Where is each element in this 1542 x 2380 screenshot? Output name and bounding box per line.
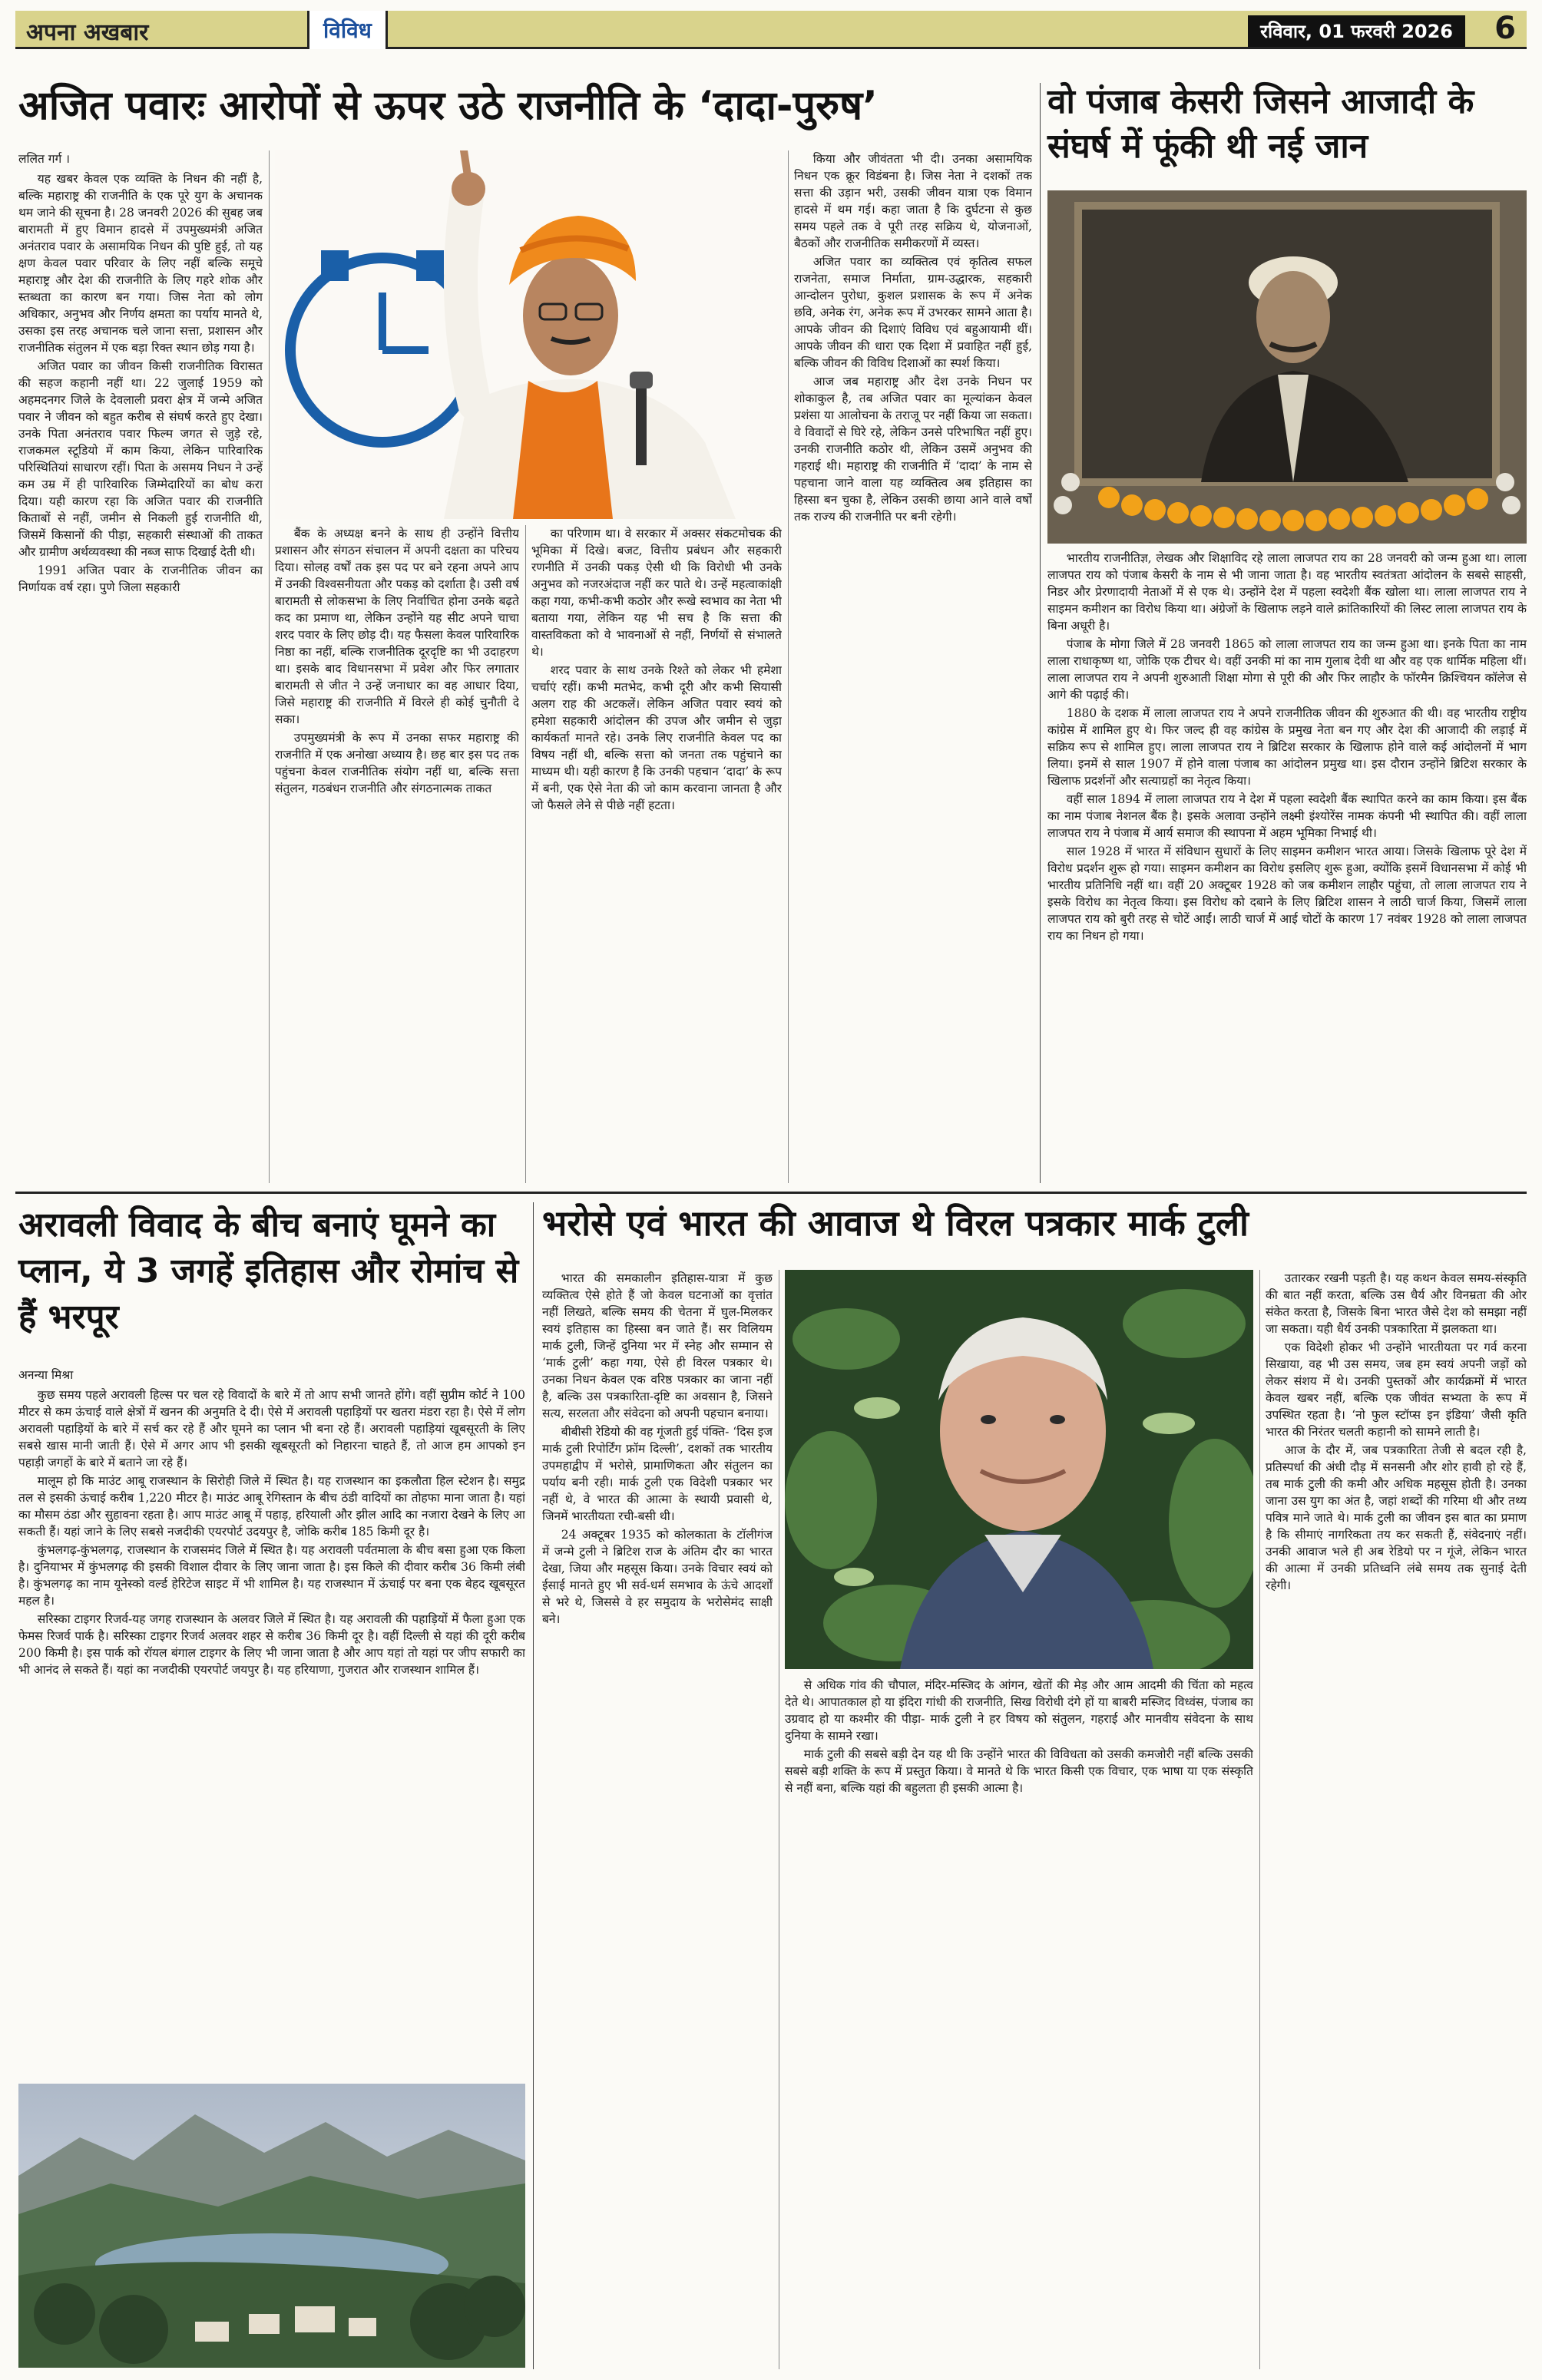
section-tab: विविध: [307, 11, 388, 49]
page-number: 6: [1494, 11, 1516, 46]
story2-paragraph: वहीं साल 1894 में लाला लाजपत राय ने देश में पहला स्वदेशी बैंक स्थापित करने का काम किया। इस बैंक का नाम पंजाब नेशनल बैंक है। इसके अलावा उन्होंने लक्ष्मी इंश्योरेंस नामक कंपनी भी स्थापित की। वहीं लाला लाजपत राय ने पंजाब में आर्य समाज की स्थापना में अहम भूमिका निभाई थी।: [1047, 792, 1527, 840]
landscape-illustration: [18, 2084, 525, 2368]
story3-headline: अरावली विवाद के बीच बनाएं घूमने का प्लान, ये 3 जगहें इतिहास और रोमांच से हैं भरपूर: [18, 1205, 519, 1337]
story2-paragraph: भारतीय राजनीतिज्ञ, लेखक और शिक्षाविद रहे लाला लाजपत राय का 28 जनवरी को जन्म हुआ था। लाला लाजपत राय को पंजाब केसरी के नाम से भी जाना जाता है। वह भारतीय स्वतंत्रता आंदोलन के सबसे साहसी, निडर और प्रेरणादायी नेताओं में से एक थे। उन्होंने देश में पहला स्वदेशी बैंक खोला था। लाला लाजपत राय ने साइमन कमीशन का विरोध किया था। अंग्रेजों के खिलाफ लड़ने वाले क्रांतिकारियों की लिस्ट लाला लाजपत राय के बिना अधूरी है।: [1047, 551, 1527, 633]
story4-photo: [785, 1270, 1253, 1669]
story1-column-2: [275, 525, 519, 1183]
story4-paragraph: उतारकर रखनी पड़ती है। यह कथन केवल समय-संस्कृति की बात नहीं करता, बल्कि उस धैर्य और विनम्रता की ओर संकेत करता है, जिसके बिना भारत जैसे देश को समझा नहीं जा सकता। यही धैर्य उनकी पत्रकारिता में झलकता था।: [1266, 1271, 1527, 1336]
masthead: [15, 11, 1527, 49]
story3-paragraph: कुंभलगढ़-कुंभलगढ़, राजस्थान के राजसमंद जिले में स्थित है। यह अरावली पर्वतमाला के बीच बसा हुआ एक किला है। दुनियाभर में कुंभलगढ़ की इसकी विशाल दीवार के लिए जाना जाता है। इस किले की दीवार करीब 36 किमी लंबी है। कुंभलगढ़ का नाम यूनेस्को वर्ल्ड हेरिटेज साइट में भी शामिल है। यह राजस्थान में ऊंचाई पर बना एक बेहद खूबसूरत महल है।: [18, 1543, 525, 1608]
story1-column-3: [531, 525, 782, 1183]
portrait-illustration: [1047, 190, 1527, 544]
story1-paragraph: बैंक के अध्यक्ष बनने के साथ ही उन्होंने वित्तीय प्रशासन और संगठन संचालन में अपनी दक्षता का परिचय दिया। सोलह वर्षों तक इस पद पर बने रहना अपने आप में उनकी विश्वसनीयता और पकड़ को दर्शाता है। उसी वर्ष बारामती से लोकसभा के लिए निर्वाचित होना उनके बढ़ते कद का प्रमाण था, लेकिन उन्होंने यह सीट अपने चाचा शरद पवार के लिए छोड़ दी। यह फैसला केवल पारिवारिक निष्ठा का नहीं, बल्कि राजनीतिक दूरदृष्टि का भी उदाहरण था। इसके बाद विधानसभा में प्रवेश और फिर लगातार बारामती से जीत ने उन्हें जनाधार का वह आधार दिया, जिसे महाराष्ट्र की राजनीति में विरले ही कोई चुनौती दे सका।: [275, 527, 519, 726]
story3-body: [18, 1367, 525, 2077]
story1-paragraph: अजित पवार का जीवन किसी राजनीतिक विरासत की सहज कहानी नहीं था। 22 जुलाई 1959 को अहमदनगर जिले के देवलाली प्रवरा क्षेत्र में जन्मे अजित पवार ने जीवन को बहुत करीब से संघर्ष करते हुए देखा। उनके पिता अनंतराव पवार फिल्म जगत से जुड़े रहे, राजकमल स्टूडियो में काम किया, लेकिन पारिवारिक परिस्थितियां साधारण रहीं। पिता के असमय निधन ने उन्हें कम उम्र में ही पारिवारिक जिम्मेदारियों का बोध करा दिया। यही कारण रहा कि अजित पवार की राजनीति किताबों से नहीं, जमीन से निकली हुई राजनीति थी, जिसमें किसानों की पीड़ा, सहकारी संस्थाओं की ताकत और ग्रामीण अर्थव्यवस्था की नब्ज साफ दिखाई देती थी।: [18, 359, 263, 559]
column-rule: [788, 150, 789, 1183]
story3-paragraph: कुछ समय पहले अरावली हिल्स पर चल रहे विवादों के बारे में तो आप सभी जानते होंगे। वहीं सुप्रीम कोर्ट ने 100 मीटर से कम ऊंचाई वाले क्षेत्रों में खनन की अनुमति दे दी। ऐसे में अरावली पहाड़ियों पर खतरा मंडरा रहा है। ऐसे में लोग अरावली पहाड़ियों के बारे में सर्च कर रहे हैं और घूमने का प्लान भी बना रहे हैं। अरावली पहाड़ियां खूबसूरती के लिए सबसे खास मानी जाती हैं। ऐसे में अगर आप भी इसकी खूबसूरती को निहारना चाहते हैं, तो आज हम आपको इन पहाड़ी जगहों के बारे में बताने जा रहे हैं।: [18, 1388, 525, 1469]
story3-paragraph: मालूम हो कि माउंट आबू राजस्थान के सिरोही जिले में स्थित है। यह राजस्थान का इकलौता हिल स्टेशन है। समुद्र तल से इसकी ऊंचाई करीब 1,220 मीटर है। माउंट आबू रेगिस्तान के बीच ठंडी वादियों का तोहफा माना जाता है। यहां का मौसम ठंडा और सुहावना रहता है। आप माउंट आबू में पहाड़, हरियाली और झील आदि का नजारा देखने के लिए आ सकती हैं। यहां जाने के लिए सबसे नजदीकी एयरपोर्ट उदयपुर है, जोकि करीब 185 किमी दूर है।: [18, 1474, 525, 1539]
column-rule: [1259, 1270, 1260, 2369]
paper-name: अपना अखबार: [26, 19, 149, 46]
story3-paragraph: सरिस्का टाइगर रिजर्व-यह जगह राजस्थान के अलवर जिले में स्थित है। यह अरावली की पहाड़ियों में फैला हुआ एक फेमस रिजर्व पार्क है। सरिस्का टाइगर रिजर्व अलवर शहर से करीब 36 किमी दूर है। वहीं दिल्ली से यहां की दूरी करीब 200 किमी है। इस पार्क को रॉयल बंगाल टाइगर के लिए भी जाना जाता है और आप यहां तो यहां पर जीप सफारी का भी आनंद ले सकते हैं। यहां का नजदीकी एयरपोर्ट जयपुर है। यह हरियाणा, गुजरात और राजस्थान शामिल हैं।: [18, 1612, 525, 1677]
portrait-illustration: [785, 1270, 1253, 1669]
story1-column-1: [18, 150, 263, 1183]
story4-paragraph: से अधिक गांव की चौपाल, मंदिर-मस्जिद के आंगन, खेतों की मेड़ और आम आदमी की चिंता को महत्व देते थे। आपातकाल हो या इंदिरा गांधी की राजनीति, सिख विरोधी दंगे हों या बाबरी मस्जिद विध्वंस, पंजाब का उग्रवाद हो या कश्मीर की पीड़ा- मार्क टुली ने हर विषय को संतुलन, गहराई और मानवीय संवेदना के साथ दुनिया के सामने रखा।: [785, 1678, 1253, 1743]
story1-paragraph: यह खबर केवल एक व्यक्ति के निधन की नहीं है, बल्कि महाराष्ट्र की राजनीति के एक पूरे युग के अचानक थम जाने की सूचना है। 28 जनवरी 2026 की सुबह जब बारामती में हुए विमान हादसे में उपमुख्यमंत्री अजित अनंतराव पवार के असामयिक निधन की पुष्टि हुई, तो यह क्षण केवल पवार परिवार के लिए नहीं बल्कि समूचे महाराष्ट्र और देश की राजनीति के लिए गहरे शोक और स्तब्धता का कारण बन गया। जिस नेता को लोग अधिकार, अनुभव और निर्णय क्षमता का पर्याय मानते थे, उसका इस तरह अचानक चले जाना सत्ता, प्रशासन और राजनीतिक संतुलन में एक बड़ा रिक्त स्थान छोड़ गया है।: [18, 172, 263, 355]
story2-body: [1047, 550, 1527, 1183]
story4-column-2: [785, 1677, 1253, 2369]
story1-headline: अजित पवारः आरोपों से ऊपर उठे राजनीति के ‘दादा-पुरुष’: [18, 83, 878, 129]
story1-paragraph: किया और जीवंतता भी दी। उनका असामयिक निधन एक क्रूर विडंबना है। जिस नेता ने दशकों तक सत्ता की उड़ान भरी, उसकी जीवन यात्रा एक विमान हादसे में थम गई। कहा जाता है कि दुर्घटना से कुछ समय पहले तक वे पूरी तरह सक्रिय थे, योजनाओं, बैठकों और राजनीतिक समीकरणों में व्यस्त।: [794, 152, 1032, 250]
issue-date: रविवार, 01 फरवरी 2026: [1248, 15, 1465, 47]
story4-headline: भरोसे एवं भारत की आवाज थे विरल पत्रकार मार्क टुली: [542, 1202, 1249, 1244]
column-rule: [269, 150, 270, 1183]
column-rule: [1040, 83, 1041, 1183]
story1-paragraph: आज जब महाराष्ट्र और देश उनके निधन पर शोकाकुल है, तब अजित पवार का मूल्यांकन केवल प्रशंसा या आलोचना के तराजू पर नहीं किया जा सकता। वे विवादों से घिरे रहे, लेकिन उनसे परिभाषित नहीं हुए। उनकी राजनीति कठोर थी, लेकिन उसमें अनुभव की गहराई थी। महाराष्ट्र की राजनीति में ‘दादा’ के नाम से पहचाना जाने वाला यह व्यक्तित्व अब इतिहास का हिस्सा बन चुका है, लेकिन उसकी छाया आने वाले वर्षों तक राज्य की राजनीति पर बनी रहेगी।: [794, 375, 1032, 524]
speaker-illustration: [275, 150, 782, 519]
story2-headline: वो पंजाब केसरी जिसने आजादी के संघर्ष में फूंकी थी नई जान: [1047, 82, 1474, 167]
section-divider: [15, 1192, 1527, 1194]
story1-paragraph: अजित पवार का व्यक्तित्व एवं कृतित्व सफल राजनेता, समाज निर्माता, ग्राम-उद्धारक, सहकारी आन्दोलन पुरोधा, कुशल प्रशासक के रूप में अनेक छवि, अनेक रंग, अनेक रूप में उभरकर सामने आता है। आपके जीवन की दिशाएं विविध एवं बहुआयामी थीं। आपके जीवन की धारा एक दिशा में प्रवाहित नहीं हुई, बल्कि जीवन की विविध दिशाओं का स्पर्श किया।: [794, 255, 1032, 370]
story3-byline: अनन्या मिश्रा: [18, 1368, 74, 1382]
story4-column-3: [1266, 1270, 1527, 2369]
story4-paragraph: भारत की समकालीन इतिहास-यात्रा में कुछ व्यक्तित्व ऐसे होते हैं जो केवल घटनाओं का वृत्तांत नहीं लिखते, बल्कि समय की चेतना में घुल-मिलकर स्वयं इतिहास का हिस्सा बन जाते हैं। सर विलियम मार्क टुली, जिन्हें दुनिया भर में स्नेह और सम्मान से ‘मार्क टुली’ कहा गया, ऐसे ही विरल पत्रकार थे। उनका निधन केवल एक वरिष्ठ पत्रकार का जाना नहीं है, बल्कि उस पत्रकारिता-दृष्टि का अवसान है, जिसने सत्य, सरलता और संवेदना को अपनी पहचान बनाया।: [542, 1271, 773, 1420]
story4-paragraph: आज के दौर में, जब पत्रकारिता तेजी से बदल रही है, प्रतिस्पर्धा की अंधी दौड़ में सनसनी और शोर हावी हो रहे हैं, तब मार्क टुली की कमी और अधिक महसूस होती है। उनका जाना उस युग का अंत है, जहां शब्दों की गरिमा थी और तथ्य पवित्र माने जाते थे। मार्क टुली का जीवन इस बात का प्रमाण है कि सीमाएं नागरिकता तय कर सकती हैं, संवेदनाएं नहीं। उनकी आवाज भले ही अब रेडियो पर न गूंजे, लेकिन भारत की आत्मा में उनकी प्रतिध्वनि लंबे समय तक सुनाई देती रहेगी।: [1266, 1443, 1527, 1592]
story2-paragraph: साल 1928 में भारत में संविधान सुधारों के लिए साइमन कमीशन भारत आया। जिसके खिलाफ पूरे देश में विरोध प्रदर्शन शुरू हो गया। साइमन कमीशन का विरोध इसलिए शुरू हुआ, क्योंकि इसमें विधानसभा में कोई भी भारतीय प्रतिनिधि नहीं था। वहीं 20 अक्टूबर 1928 को जब कमीशन लाहौर पहुंचा, तो लाला लाजपत राय ने इसके विरोध का नेतृत्व किया। इस विरोध को दबाने के लिए ब्रिटिश शासन ने लाठी चार्ज किया, जिसमें लाला लाजपत राय को बुरी तरह से चोटें आईं। लाठी चार्ज में आई चोटों के कारण 17 नवंबर 1928 को लाला लाजपत राय का निधन हो गया।: [1047, 845, 1527, 943]
story1-paragraph: 1991 अजित पवार के राजनीतिक जीवन का निर्णायक वर्ष रहा। पुणे जिला सहकारी: [18, 564, 263, 594]
story1-paragraph: उपमुख्यमंत्री के रूप में उनका सफर महाराष्ट्र की राजनीति में एक अनोखा अध्याय है। छह बार इस पद तक पहुंचना केवल राजनीतिक संयोग नहीं था, बल्कि सत्ता संतुलन, गठबंधन राजनीति और संगठनात्मक ताकत: [275, 731, 519, 795]
story2-photo: [1047, 190, 1527, 544]
story1-column-4: [794, 150, 1032, 1183]
story4-paragraph: बीबीसी रेडियो की वह गूंजती हुई पंक्ति- ‘दिस इज मार्क टुली रिपोर्टिंग फ्रॉम दिल्ली’, दशकों तक भारतीय उपमहाद्वीप में भरोसे, प्रामाणिकता और संतुलन का पर्याय बनी रही। मार्क टुली एक विदेशी पत्रकार भर नहीं थे, वे भारत की आत्मा के स्थायी प्रवासी थे, जिनमें भारतीयता रची-बसी थी।: [542, 1425, 773, 1523]
story1-paragraph: शरद पवार के साथ उनके रिश्ते को लेकर भी हमेशा चर्चाएं रहीं। कभी मतभेद, कभी दूरी और कभी सियासी अलग राह की अटकलें। लेकिन अजित पवार स्वयं को हमेशा सहकारी आंदोलन की उपज और जमीन से जुड़ा कार्यकर्ता मानते रहे। उनके लिए राजनीति केवल पद का विषय नहीं थी, बल्कि सत्ता को जनता तक पहुंचाने का माध्यम थी। यही कारण है कि उनकी पहचान ‘दादा’ के रूप में बनी, एक ऐसे नेता की जो काम करवाना जानता है और जो फैसले लेने से पीछे नहीं हटता।: [531, 663, 782, 812]
story2-paragraph: 1880 के दशक में लाला लाजपत राय ने अपने राजनीतिक जीवन की शुरुआत की थी। वह भारतीय राष्ट्रीय कांग्रेस में शामिल हुए थे। फिर जल्द ही वह कांग्रेस के प्रमुख नेता बन गए और देश की आजादी की लड़ाई में सक्रिय रूप से शामिल हुए। लाला लाजपत राय ने ब्रिटिश सरकार के खिलाफ होने वाले कई आंदोलनों में भाग लिया। इनमें से साल 1907 में होने वाला पंजाब का आंदोलन प्रमुख था। इस दौरान उन्होंने ब्रिटिश सरकार के खिलाफ प्रदर्शनों और सत्याग्रहों का नेतृत्व किया।: [1047, 706, 1527, 788]
story4-paragraph: 24 अक्टूबर 1935 को कोलकाता के टॉलीगंज में जन्मे टुली ने ब्रिटिश राज के अंतिम दौर का भारत देखा, जिया और महसूस किया। उनके विचार स्वयं को ईसाई मानते हुए भी सर्व-धर्म समभाव के ऊंचे आदर्शों से भरे थे, जिससे वे हर समुदाय के भरोसेमंद साक्षी बने।: [542, 1528, 773, 1626]
story4-paragraph: मार्क टुली की सबसे बड़ी देन यह थी कि उन्होंने भारत की विविधता को उसकी कमजोरी नहीं बल्कि उसकी सबसे बड़ी शक्ति के रूप में प्रस्तुत किया। वे मानते थे कि भारत किसी एक विचार, एक भाषा या एक संस्कृति से नहीं बना, बल्कि यहां की बहुलता ही इसकी आत्मा है।: [785, 1747, 1253, 1795]
column-rule: [533, 1202, 534, 2369]
story1-photo: [275, 150, 782, 519]
story1-byline: ललित गर्ग ।: [18, 152, 71, 166]
story3-photo: [18, 2084, 525, 2368]
story4-paragraph: एक विदेशी होकर भी उन्होंने भारतीयता पर गर्व करना सिखाया, वह भी उस समय, जब हम स्वयं अपनी जड़ों को लेकर संशय में थे। उनकी पुस्तकों और कार्यक्रमों में भारत केवल खबर नहीं, बल्कि एक जीवंत सभ्यता के रूप में उपस्थित रहता है। ‘नो फुल स्टॉप्स इन इंडिया’ जैसी कृति भारत की निरंतर चलती कहानी को सामने लाती है।: [1266, 1340, 1527, 1439]
column-rule: [525, 525, 526, 1183]
story2-paragraph: पंजाब के मोगा जिले में 28 जनवरी 1865 को लाला लाजपत राय का जन्म हुआ था। इनके पिता का नाम लाला राधाकृष्ण था, जोकि एक टीचर थे। वहीं उनकी मां का नाम गुलाब देवी था और वह एक धार्मिक महिला थीं। लाला लाजपत राय ने अपनी शुरुआती शिक्षा मोगा से पूरी की और फिर लाहौर के फॉरमैन क्रिश्चियन कॉलेज से आगे की पढ़ाई की।: [1047, 637, 1527, 702]
story4-column-1: [542, 1270, 773, 2369]
story1-paragraph: का परिणाम था। वे सरकार में अक्सर संकटमोचक की भूमिका में दिखे। बजट, वित्तीय प्रबंधन और सहकारी रणनीति में उनकी पकड़ ऐसी थी कि विरोधी भी उनके अनुभव को नजरअंदाज नहीं कर पाते थे। उन्हें महत्वाकांक्षी कहा गया, कभी-कभी कठोर और रूखे स्वभाव का नेता भी बताया गया, लेकिन यह भी सच है कि सत्ता की वास्तविकता को वे भावनाओं से नहीं, निर्णयों से संभालते थे।: [531, 527, 782, 659]
